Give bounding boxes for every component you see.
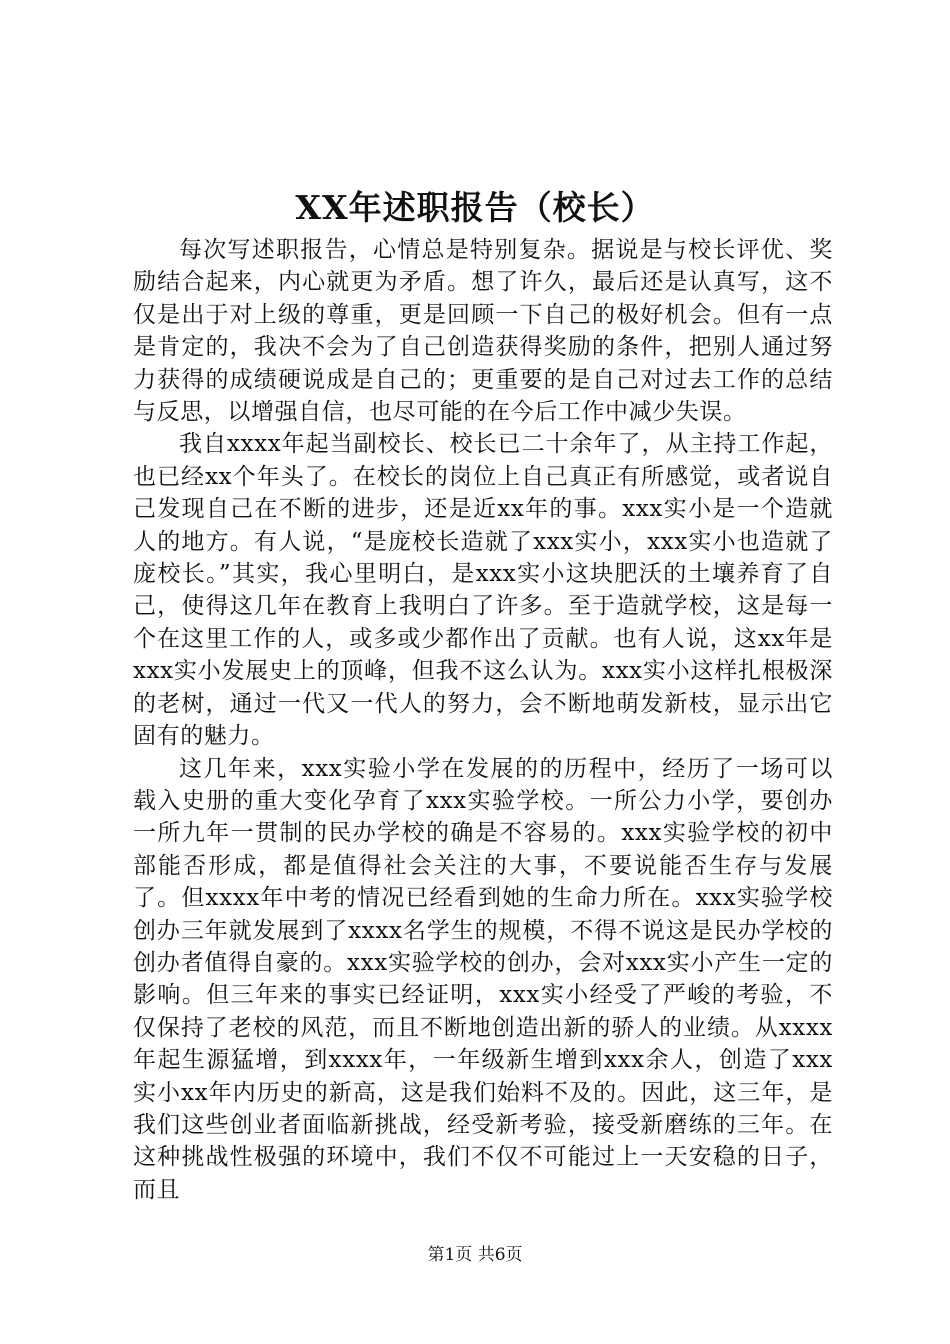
document-body xyxy=(133,234,833,1206)
paragraph-1: 每次写述职报告，心情总是特别复杂。据说是与校长评优、奖励结合起来，内心就更为矛盾。想了许久，最后还是认真写，这不仅是出于对上级的尊重，更是回顾一下自己的极好机会。但有一点是肯定的，我决不会为了自己创造获得奖励的条件，把别人通过努力获得的成绩硬说成是自己的；更重要的是自己对过去工作的总结与反思，以增强自信，也尽可能的在今后工作中减少失误。 xyxy=(133,237,833,426)
paragraph-2: 我自xxxx年起当副校长、校长已二十余年了，从主持工作起，也已经xx个年头了。在校长的岗位上自己真正有所感觉，或者说自己发现自己在不断的进步，还是近xx年的事。xxx实小是一个造就人的地方。有人说，“是庞校长造就了xxx实小，xxx实小也造就了庞校长。”其实，我心里明白，是xxx实小这块肥沃的土壤养育了自己，使得这几年在教育上我明白了许多。至于造就学校，这是每一个在这里工作的人，或多或少都作出了贡献。也有人说，这xx年是xxx实小发展史上的顶峰，但我不这么认为。xxx实小这样扎根极深的老树，通过一代又一代人的努力，会不断地萌发新枝，显示出它固有的魅力。 xyxy=(133,431,833,750)
page-number-footer: 第1页 共6页 xyxy=(427,1245,523,1265)
document-title: XX年述职报告（校长） xyxy=(295,188,655,227)
paragraph-3: 这几年来，xxx实验小学在发展的的历程中，经历了一场可以载入史册的重大变化孕育了xxx实验学校。一所公力小学，要创办一所九年一贯制的民办学校的确是不容易的。xxx实验学校的初中部能否形成，都是值得社会关注的大事，不要说能否生存与发展了。但xxxx年中考的情况已经看到她的生命力所在。xxx实验学校创办三年就发展到了xxxx名学生的规模，不得不说这是民办学校的创办者值得自豪的。xxx实验学校的创办，会对xxx实小产生一定的影响。但三年来的事实已经证明，xxx实小经受了严峻的考验，不仅保持了老校的风范，而且不断地创造出新的骄人的业绩。从xxxx年起生源猛增，到xxxx年，一年级新生增到xxx余人，创造了xxx实小xx年内历史的新高，这是我们始料不及的。因此，这三年，是我们这些创业者面临新挑战，经受新考验，接受新磨练的三年。在这种挑战性极强的环境中，我们不仅不可能过上一天安稳的日子，而且 xyxy=(133,755,833,1203)
